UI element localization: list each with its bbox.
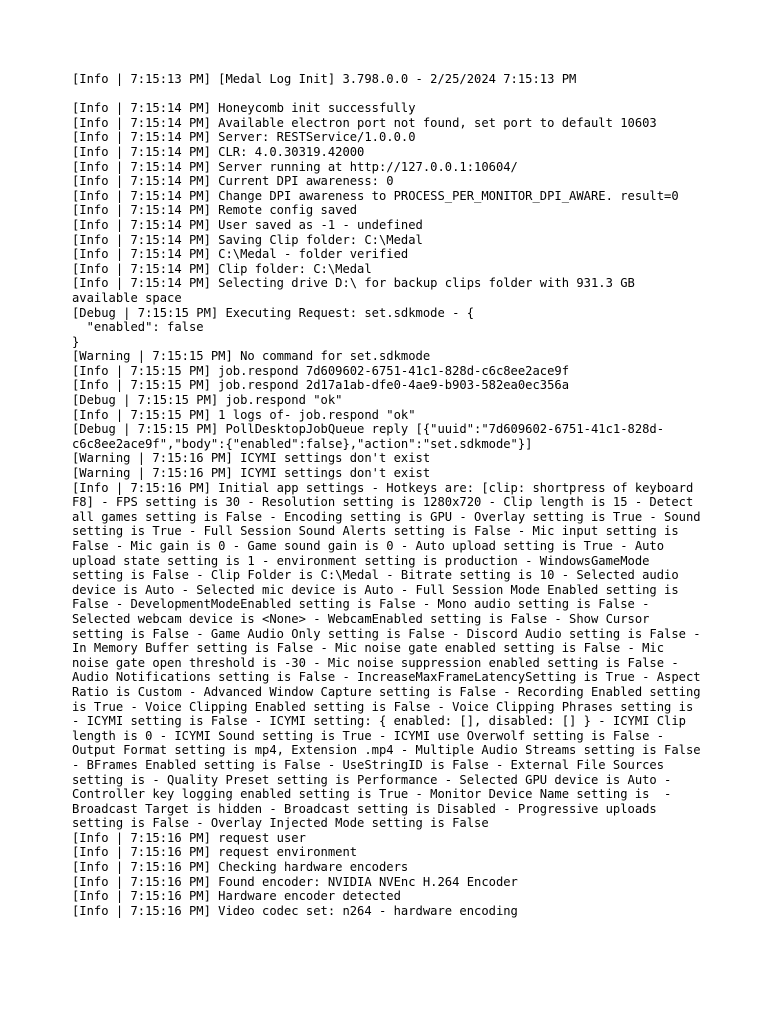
log-line: [Info | 7:15:16 PM] Video codec set: n264 - hardware encoding	[72, 903, 518, 918]
log-line: [Info | 7:15:16 PM] Initial app settings - Hotkeys are: [clip: shortpress of keyboard F8] - FPS setting is 30 - Resolution setting is 1280x720 - Clip length is 15 - Detect all games setting is False - Encoding setting is GPU - Overlay setting is True - Sound setting is True - Full Session Sound Alerts setting is False - Mic input setting is False - Mic gain is 0 - Game sound gain is 0 - Auto upload setting is True - Auto upload state setting is 1 - environment setting is production - WindowsGameMode setting is False - Clip Folder is C:\Medal - Bitrate setting is 10 - Selected audio device is Auto - Selected mic device is Auto - Full Session Mode Enabled setting is False - DevelopmentModeEnabled setting is False - Mono audio setting is False - Selected webcam device is <None> - WebcamEnabled setting is False - Show Cursor setting is False - Game Audio Only setting is False - Discord Audio setting is False - In Memory Buffer setting is False - Mic noise gate enabled setting is False - Mic noise gate open threshold is -30 - Mic noise suppression enabled setting is False - Audio Notifications setting is False - IncreaseMaxFrameLatencySetting is True - Aspect Ratio is Custom - Advanced Window Capture setting is False - Recording Enabled setting is True - Voice Clipping Enabled setting is False - Voice Clipping Phrases setting is - ICYMI setting is False - ICYMI setting: { enabled: [], disabled: [] } - ICYMI Clip length is 0 - ICYMI Sound setting is True - ICYMI use Overwolf setting is False - Output Format setting is mp4, Extension .mp4 - Multiple Audio Streams setting is False - BFrames Enabled setting is False - UseStringID is False - External File Sources setting is - Quality Preset setting is Performance - Selected GPU device is Auto - Controller key logging enabled setting is True - Monitor Device Name setting is - Broadcast Target is hidden - Broadcast setting is Disabled - Progressive uploads setting is False - Overlay Injected Mode setting is False	[72, 480, 708, 831]
log-line: [Info | 7:15:15 PM] job.respond 2d17a1ab-dfe0-4ae9-b903-582ea0ec356a	[72, 378, 570, 393]
log-line: [Info | 7:15:14 PM] Current DPI awareness: 0	[72, 174, 394, 189]
log-line: [Warning | 7:15:16 PM] ICYMI settings don't exist	[72, 451, 431, 466]
log-line: [Debug | 7:15:15 PM] PollDesktopJobQueue reply [{"uuid":"7d609602-6751-41c1-828d-c6c8ee2ace9f","body":{"enabled":false},"action":"set.sdkmode"}]	[72, 422, 665, 451]
log-line: [Info | 7:15:16 PM] request environment	[72, 845, 358, 860]
log-line: [Info | 7:15:15 PM] 1 logs of- job.respond "ok"	[72, 407, 416, 422]
log-line: [Info | 7:15:14 PM] Honeycomb init successfully	[72, 101, 416, 116]
log-line: [Info | 7:15:15 PM] job.respond 7d609602-6751-41c1-828d-c6c8ee2ace9f	[72, 363, 570, 378]
log-line: [Info | 7:15:14 PM] Saving Clip folder: C:\Medal	[72, 232, 423, 247]
log-line: "enabled": false	[72, 320, 204, 335]
log-line: [Info | 7:15:14 PM] Remote config saved	[72, 203, 358, 218]
log-line: [Info | 7:15:16 PM] Checking hardware encoders	[72, 860, 409, 875]
log-line: [Info | 7:15:16 PM] Found encoder: NVIDIA NVEnc H.264 Encoder	[72, 874, 518, 889]
log-line: [Info | 7:15:16 PM] Hardware encoder detected	[72, 889, 401, 904]
log-line: [Warning | 7:15:15 PM] No command for set.sdkmode	[72, 349, 431, 364]
log-line: [Warning | 7:15:16 PM] ICYMI settings don't exist	[72, 466, 431, 481]
log-line: [Info | 7:15:14 PM] Available electron port not found, set port to default 10603	[72, 115, 657, 130]
log-line: }	[72, 334, 80, 349]
blank-line	[72, 87, 702, 102]
log-line: [Info | 7:15:16 PM] request user	[72, 830, 306, 845]
log-line: [Info | 7:15:14 PM] User saved as -1 - undefined	[72, 217, 423, 232]
log-line: [Info | 7:15:14 PM] C:\Medal - folder verified	[72, 247, 409, 262]
log-line: [Info | 7:15:14 PM] Selecting drive D:\ for backup clips folder with 931.3 GB available space	[72, 276, 643, 305]
log-line: [Debug | 7:15:15 PM] job.respond "ok"	[72, 393, 343, 408]
log-lines	[72, 101, 708, 918]
log-document	[72, 72, 708, 918]
log-line: [Info | 7:15:14 PM] CLR: 4.0.30319.42000	[72, 144, 365, 159]
log-line: [Info | 7:15:14 PM] Server running at http://127.0.0.1:10604/	[72, 159, 518, 174]
log-line: [Info | 7:15:14 PM] Server: RESTService/1.0.0.0	[72, 130, 416, 145]
log-line: [Info | 7:15:14 PM] Clip folder: C:\Medal	[72, 261, 372, 276]
log-line: [Info | 7:15:14 PM] Change DPI awareness to PROCESS_PER_MONITOR_DPI_AWARE. result=0	[72, 188, 679, 203]
log-line: [Debug | 7:15:15 PM] Executing Request: set.sdkmode - {	[72, 305, 475, 320]
log-header-line: [Info | 7:15:13 PM] [Medal Log Init] 3.798.0.0 - 2/25/2024 7:15:13 PM	[72, 72, 577, 86]
